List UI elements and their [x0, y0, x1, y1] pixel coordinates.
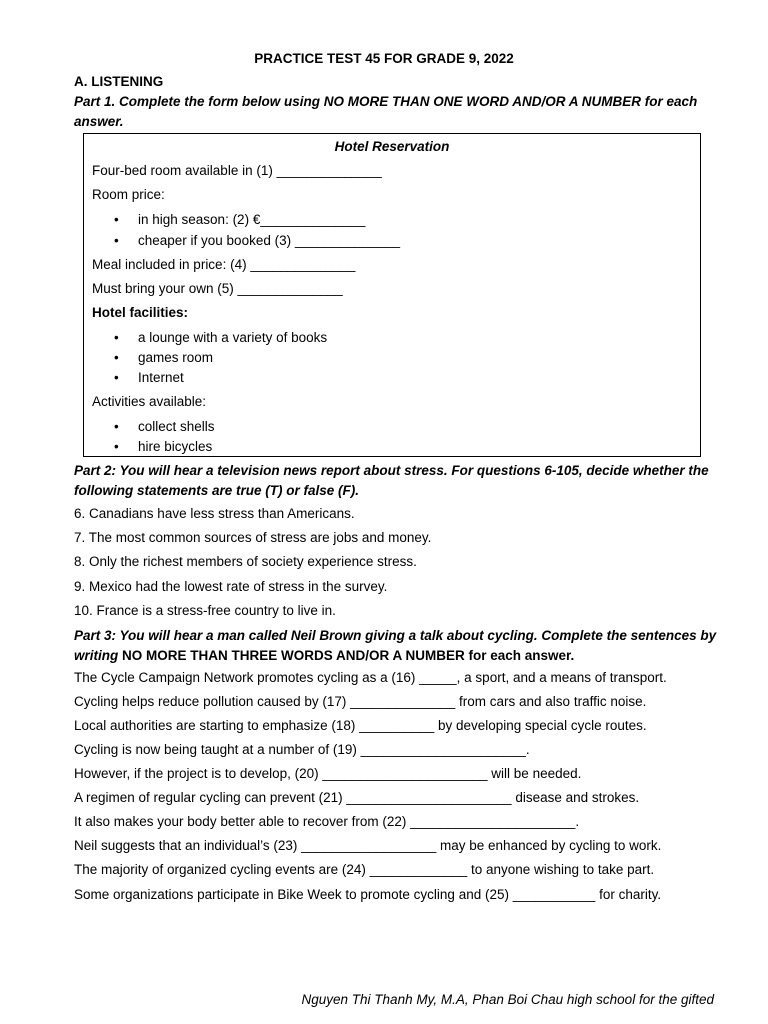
bullet-icon: •: [114, 439, 119, 454]
form-room-price-label: Room price:: [92, 187, 165, 202]
list-item: 8. Only the richest members of society experience stress.: [74, 554, 417, 569]
list-item: Cycling is now being taught at a number of (19) ______________________.: [74, 742, 530, 757]
list-item: However, if the project is to develop, (20) ______________________ will be needed.: [74, 766, 582, 781]
list-item: The Cycle Campaign Network promotes cycling as a (16) _____, a sport, and a means of transport.: [74, 670, 667, 685]
list-item: • hire bicycles: [114, 439, 213, 454]
bullet-icon: •: [114, 330, 119, 345]
page-title: PRACTICE TEST 45 FOR GRADE 9, 2022: [254, 51, 514, 66]
list-item: Neil suggests that an individual’s (23) __________________ may be enhanced by cycling to work.: [74, 838, 662, 853]
part3-heading: Part 3: You will hear a man called Neil Brown giving a talk about cycling. Complete the sentences by writing NO MORE THAN THREE WORDS AND/OR A NUMBER for each answer.: [74, 628, 717, 663]
list-item: 6. Canadians have less stress than Americans.: [74, 506, 355, 521]
form-facilities-label: Hotel facilities:: [92, 305, 189, 320]
list-item: A regimen of regular cycling can prevent (21) ______________________ disease and strokes.: [74, 790, 640, 805]
list-item: 9. Mexico had the lowest rate of stress in the survey.: [74, 579, 388, 594]
list-item: • cheaper if you booked (3) ______________: [114, 233, 400, 248]
list-item: It also makes your body better able to recover from (22) ______________________.: [74, 814, 580, 829]
form-line-meal: Meal included in price: (4) ______________: [92, 257, 356, 272]
page-footer: Nguyen Thi Thanh My, M.A, Phan Boi Chau high school for the gifted: [301, 992, 714, 1007]
section-heading: A. LISTENING: [74, 74, 164, 89]
bullet-icon: •: [114, 350, 119, 365]
list-item: Local authorities are starting to emphasize (18) __________ by developing special cycle routes.: [74, 718, 647, 733]
part1-heading: Part 1. Complete the form below using NO MORE THAN ONE WORD AND/OR A NUMBER for each answer.: [74, 94, 698, 129]
bullet-icon: •: [114, 419, 119, 434]
list-item: 7. The most common sources of stress are jobs and money.: [74, 530, 432, 545]
bullet-icon: •: [114, 212, 119, 227]
list-item: The majority of organized cycling events are (24) _____________ to anyone wishing to take part.: [74, 862, 655, 877]
form-line-room: Four-bed room available in (1) ______________: [92, 163, 382, 178]
list-item: • games room: [114, 350, 214, 365]
hotel-reservation-form: [83, 133, 701, 457]
bullet-icon: •: [114, 370, 119, 385]
part2-heading: Part 2: You will hear a television news report about stress. For questions 6-105, decide whether the following statements are true (T) or false (F).: [74, 463, 709, 498]
form-line-bring: Must bring your own (5) ______________: [92, 281, 343, 296]
form-activities-label: Activities available:: [92, 394, 207, 409]
list-item: • collect shells: [114, 419, 215, 434]
list-item: • in high season: (2) €______________: [114, 212, 366, 227]
list-item: Some organizations participate in Bike Week to promote cycling and (25) ___________ for charity.: [74, 887, 662, 902]
list-item: • a lounge with a variety of books: [114, 330, 328, 345]
list-item: 10. France is a stress-free country to live in.: [74, 603, 336, 618]
form-title: Hotel Reservation: [334, 139, 450, 154]
bullet-icon: •: [114, 233, 119, 248]
list-item: Cycling helps reduce pollution caused by (17) ______________ from cars and also traffic noise.: [74, 694, 647, 709]
list-item: • Internet: [114, 370, 184, 385]
